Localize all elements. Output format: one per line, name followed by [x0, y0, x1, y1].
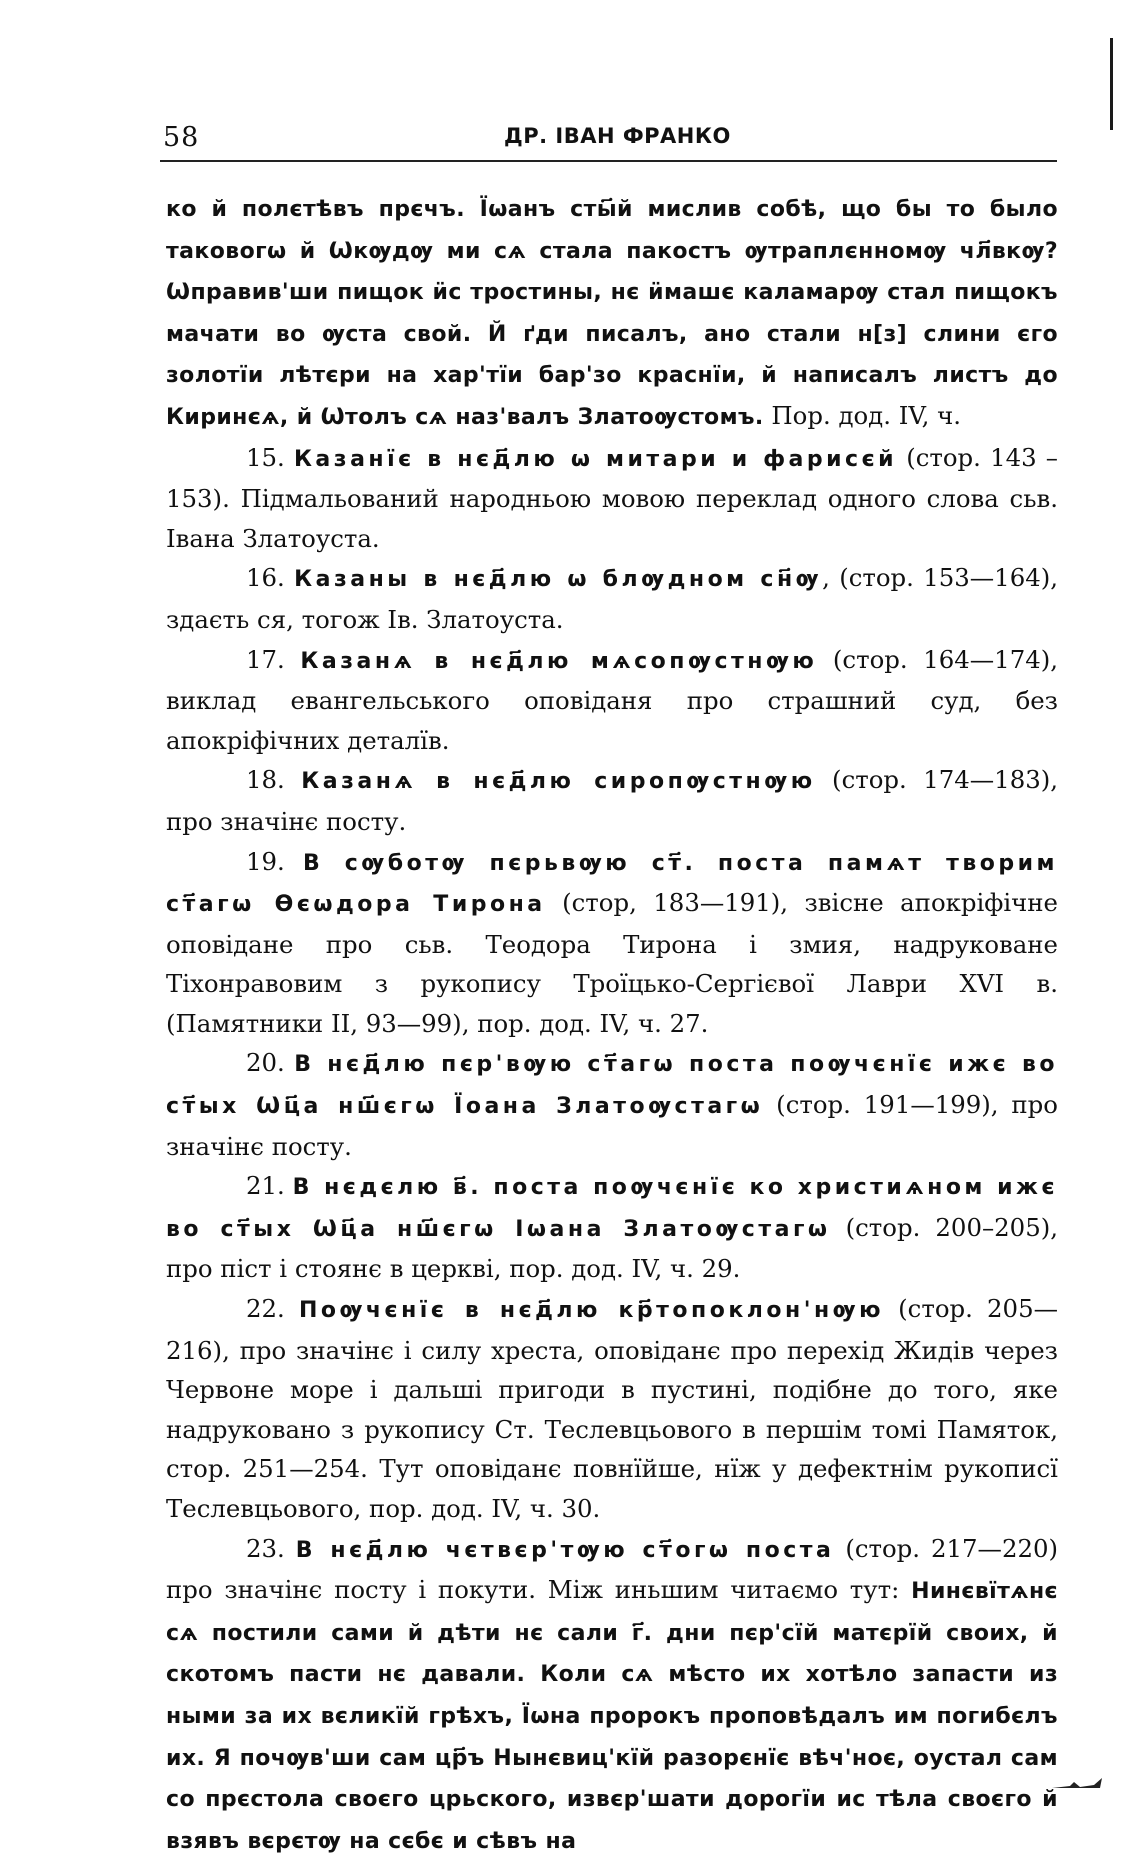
- page-number: 58: [163, 122, 200, 153]
- ukrainian-text: 19.: [246, 846, 303, 876]
- church-slavonic-text: Казанїє в нєд҃лю ѡ митари и фарисєй: [293, 446, 898, 472]
- paragraph-5: [166, 842, 1058, 1044]
- church-slavonic-text: В нєдєлю в҃. поста поѹчєнїє ко христиѧном ижє во ст҃ых Ѡц҃а нш҃єгѡ Іѡана Златоѹстагѡ: [166, 1175, 1058, 1242]
- church-slavonic-text: Поѹчєнїє в нєд҃лю кр҃топоклон'нѹю: [298, 1298, 884, 1324]
- running-head: ДР. ІВАН ФРАНКО: [504, 124, 731, 148]
- scan-smudge: [1050, 1776, 1110, 1790]
- ukrainian-text: 20.: [246, 1048, 295, 1078]
- church-slavonic-text: В нєд҃лю чєтвєр'тѹю ст҃огѡ поста: [295, 1537, 835, 1563]
- ukrainian-text: 16.: [246, 563, 295, 593]
- church-slavonic-text: Нинєвїтѧнє сѧ постили сами й дѣти нє сали г҃. дни пєр'сїй матєрїй своих, й скотомъ пасти нє давали. Коли сѧ мѣсто их хотѣло запасти из ными за их вєликїй грѣхъ, Їѡна пророкъ проповѣдалъ им погибєлъ их. Я почѹв'ши сам цр҃ъ Нынєвиц'кїй разорєнїє вѣч'ноє, оустал сам со прєстола своєго црьского, извєр'шати дорогїи ис тѣла своєго й взявъ вєрєтѹ на сєбє и сѣвъ на: [166, 1579, 1058, 1854]
- church-slavonic-text: Казанѧ в нєд҃лю мѧсопѹстнѹю: [300, 648, 818, 674]
- ukrainian-text: (стор. 217—220) про значінє посту і покути. Між иньшим читаємо тут:: [166, 1533, 1059, 1605]
- ukrainian-text: 17.: [246, 644, 301, 674]
- paragraph-6: [166, 1043, 1058, 1166]
- paragraph-2: [166, 558, 1058, 639]
- ukrainian-text: (стор. 191—199), про значінє посту.: [166, 1090, 1058, 1161]
- church-slavonic-text: В нєд҃лю пєр'вѹю ст҃агѡ поста поѹчєнїє ижє во ст҃ых Ѡц҃а нш҃єгѡ Їоана Златоѹстагѡ: [166, 1052, 1058, 1120]
- church-slavonic-text: Казанѧ в нєд҃лю сиропѹстнѹю: [301, 769, 816, 795]
- ukrainian-text: Пор. дод. IV, ч.: [763, 400, 962, 430]
- paragraph-0: [166, 188, 1058, 438]
- church-slavonic-text: Казаны в нєд҃лю ѡ блѹдном сн҃ѹ: [294, 567, 823, 593]
- ukrainian-text: (стор. 205—216), про значінє і силу хреста, оповіданє про перехід Жидів через Червоне море і дальші пригоди в пустині, подібне до того, яке надруковано з рукопису Ст. Теслевцьового в першім томі Памяток, стор. 251—254. Тут оповіданє повнїйше, нїж у дефектнім рукописї Теслевцьового, пор. дод. IV, ч. 30.: [166, 1294, 1058, 1523]
- ukrainian-text: 18.: [246, 765, 302, 795]
- ukrainian-text: 21.: [246, 1171, 293, 1201]
- ukrainian-text: , (стор. 153—164), здаєть ся, тогож Ів. Златоуста.: [166, 563, 1059, 634]
- paragraph-1: [166, 438, 1058, 559]
- paragraph-9: [166, 1529, 1058, 1861]
- ukrainian-text: (стор. 164—174), виклад евангельського оповіданя про страшний суд, без апокріфічних деталїв.: [166, 644, 1059, 755]
- page-header: [0, 0, 1140, 200]
- ukrainian-text: 23.: [246, 1533, 296, 1563]
- ukrainian-text: 15.: [246, 442, 294, 472]
- body-text: [166, 188, 1059, 1854]
- church-slavonic-text: В сѹботѹ пєрьвѹю ст҃. поста памѧт творим ст҃агѡ Ѳєѡдора Тирона: [166, 850, 1058, 918]
- ukrainian-text: (стор, 183—191), звісне апокріфічне оповідане про сьв. Теодора Тирона і змия, надруковане Тіхонравовим з рукопису Троїцько-Сергієвої Лаври XVI в. (Памятники II, 93—99), пор. дод. IV, ч. 27.: [166, 888, 1058, 1038]
- paragraph-8: [166, 1289, 1058, 1529]
- paragraph-7: [166, 1166, 1058, 1289]
- church-slavonic-text: ко й полєтѣвъ прєчъ. Їѡанъ сты҃й мислив собѣ, що бы то было таковогѡ й Ѡкѹдѹ ми сѧ стала пакостъ ѹтраплєнномѹ чл҃вкѹ? Ѡправив'ши пищок ӥс тростины, нє ӥмашє каламарѹ стал пищокъ мачати во ѹста свой. Й ґди писалъ, ано стали н[з] слини єго золотїи лѣтєри на хар'тїи бар'зо краснїи, й написалъ листъ до Киринєѧ, й Ѡтолъ сѧ наз'валъ Златоѹстомъ.: [166, 197, 1058, 430]
- paragraph-3: [166, 640, 1058, 761]
- ukrainian-text: (стор. 174—183), про значінє посту.: [166, 765, 1059, 836]
- ukrainian-text: (стор. 200–205), про піст і стоянє в церкві, пор. дод. IV, ч. 29.: [166, 1212, 1058, 1284]
- ukrainian-text: (стор. 143 – 153). Підмальований народньою мовою переклад одного слова сьв. Івана Златоуста.: [166, 442, 1058, 553]
- header-rule: [160, 160, 1057, 162]
- ukrainian-text: 22.: [246, 1294, 299, 1324]
- paragraph-4: [166, 760, 1058, 841]
